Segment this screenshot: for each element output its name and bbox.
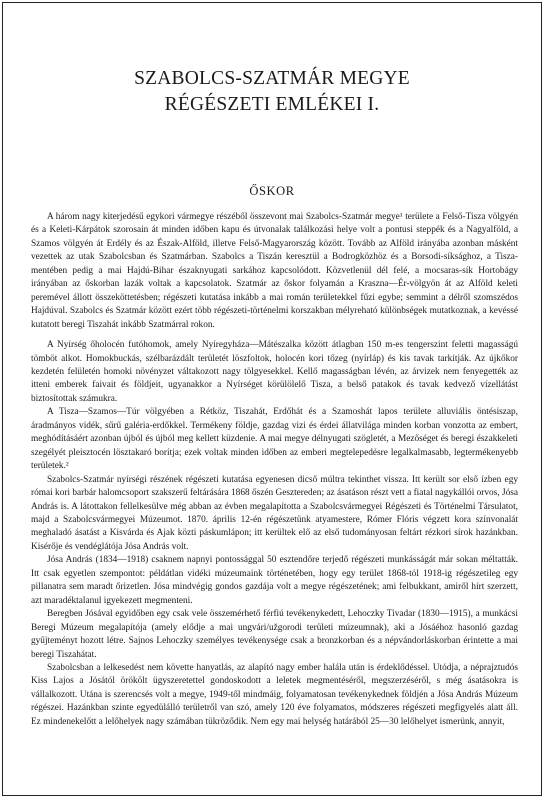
paragraph: Beregben Jósával egyidőben egy csak vele összemérhető férfiú tevékenykedett, Lehoczky Tivadar (1830—1915), a munkácsi Beregi Múzeum megalapítója (amely elődje a mai ungvári/užgorodi területi múzeumnak), aki a Jósáéhoz hasonló gazdag gyűjteményt hozott létre. Sajnos Lehoczky személyes tevékenysége csak a bronzkorban és a népvándorláskorban érintette a mai beregi Tiszahátat. bbox=[31, 609, 518, 660]
paragraph: Szabolcsban a lelkesedést nem követte hanyatlás, az alapító nagy ember halála után is érdeklődéssel. Utódja, a néprajztudós Kiss Lajos a Jósától örökölt ügyszeretettel gondoskodott a leletek megmentéséről, megszerzéséről, s még ásatásokra is vállalkozott. Utána is szerencsés volt a megye, 1949-től mindmáig, folyamatosan tevékenykednek földjén a Jósa András Múzeum régészei. Hazánkban szinte egyedülálló területről van szó, amely 120 éve folyamatos, módszeres régészeti megfigyelés alatt áll. Ez mindenekelőtt a lelőhelyek nagy számában tükröződik. Nem egy mai helység határából 25—30 lelőhelyet ismerünk, annyit, bbox=[31, 662, 518, 727]
paragraph: A Tisza—Szamos—Túr völgyében a Rétköz, Tiszahát, Erdőhát és a Szamoshát lapos területe alluviális öntésiszap, áradmányos vidék, sűrű galéria-erdőkkel. Termékeny földje, gazdag vizi és érdei állatvilága minden korban vonzotta az embert, meghódításáért azonban újból és újból meg kellett küzdenie. A mai megye délnyugati szögletét, a Mezőséget és beregi északkeleti szegélyét pleisztocén lösztakaró borítja; ezek voltak minden időben az emberi megtelepedésre legalkalmasabb, legtermékenyebb területek.² bbox=[31, 407, 518, 472]
paragraph: A Nyírség őholocén futóhomok, amely Nyíregyháza—Mátészalka között átlagban 150 m-es tengerszint feletti magasságú tömböt alkot. Homokbuckás, szélbarázdált területét löszfoltok, holocén kori tőzeg (nyírláp) és kis tavak tarkítják. Az újkőkor kezdetén felületén homoki növényzet váltakozott nagy tölgyesekkel. Kellő magasságban lévén, az árvizek nem fenyegették az itteni emberek faivait és földjeit, ugyanakkor a Nyírséget körülölelő Tisza, a belső patakok és tavak kedvező vízellátást biztosítottak számukra. bbox=[31, 340, 518, 404]
section-heading: ŐSKOR bbox=[249, 184, 295, 198]
paragraph: Jósa András (1834—1918) csaknem napnyi pontossággal 50 esztendőre terjedő régészeti munkásságát már sokan méltatták. Itt csak egyetlen szempontot: példátlan vidéki múzeumaink történetében, hogy egy terület 1868-tól 1918-ig régészetileg egy pillanatra sem maradt őrizetlen. Jósa mindvégig gondos gazdája volt a megye régészetének; ami felbukkant, amiről hírt szerzett, azt maradéktalanul igyekezett megmenteni. bbox=[31, 555, 518, 606]
page-title-line-2: RÉGÉSZETI EMLÉKEI I. bbox=[164, 94, 380, 115]
paragraph: A három nagy kiterjedésű egykori vármegye részéből összevont mai Szabolcs-Szatmár megye¹ területe a Felső-Tisza völgyén és a Keleti-Kárpátok szorosain át minden időben kapu és útvonalak találkozási helye volt a pontusi steppék és a Nagyalföld, a Szamos völgyén át Erdély és az Észak-Alföld, illetve Felső-Magyarország között. Tovább az Alföld irányába azonban másként vezettek az utak Szabolcsban és Szatmárban. Szabolcs a Tiszán keresztül a Bodrogközhöz és a Borsodi-síksághoz, a Tisza-mentében pedig a mai Hajdú-Bihar északnyugati sarkához kapcsolódott. Közvetlenül dél felé, a mocsaras-sík Hortobágy irányában az őskorban lazák voltak a kapcsolatok. Szatmár az őskor folyamán a Kraszna—Ér-völgyön át az Alföld keleti peremével állott összeköttetésben; régészeti kutatása inkább a mai román területekkel fűzi egybe; semmint a délről szomszédos Hajdúval. Szabolcs és Szatmár között ezért több régészeti-történelmi korszakban mélyreható különbségek mutatkoznak, a kevéssé kutatott beregi Tiszahát inkább Szatmárral rokon. bbox=[31, 212, 518, 330]
body-text bbox=[31, 211, 518, 729]
paragraph: Szabolcs-Szatmár nyírségi részének régészeti kutatása egyenesen dicső múltra tekinthet vissza. Itt került sor első ízben egy római kori barbár halomcsoport szakszerű feltárására 1868 őszén Gesztereden; az ásatáson részt vett a fiatal nagykállói orvos, Jósa András is. A látottakon fellelkesülve még abban az évben megalapította a Szabolcsvármegyei Régészeti és Történelmi Társulatot, majd a Szabolcsvármegyei Múzeumot. 1870. április 12-én régészetünk atyamestere, Rómer Flóris végzett kora színvonalát meghaladó ásatást a Kisvárda és Ajak közti páskumlápon; itt kerültek elő az első tudományosan feltárt rézkori sírok hazánkban. Kisérője és vendéglátója Jósa András volt. bbox=[31, 474, 518, 552]
page bbox=[2, 2, 542, 796]
page-title-line-1: SZABOLCS-SZATMÁR MEGYE bbox=[134, 68, 410, 89]
